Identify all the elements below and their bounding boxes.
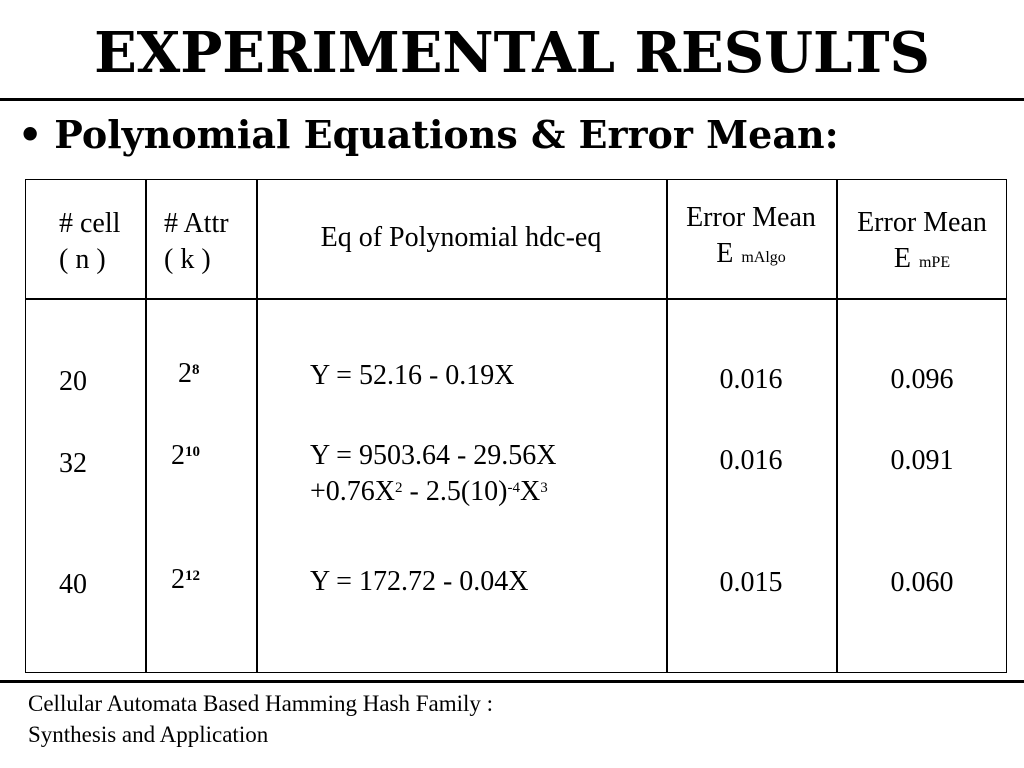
header-equation: Eq of Polynomial hdc-eq (320, 222, 602, 253)
row2-equation (310, 438, 557, 510)
slide-title: EXPERIMENTAL RESULTS (94, 20, 930, 86)
header-error-pe-line2 (837, 241, 1007, 281)
row2-equation-line2 (310, 474, 557, 510)
row3-attr-exponent: 12 (185, 568, 200, 584)
row2-eq-term-c: X (520, 476, 541, 507)
row1-attr-count (178, 356, 200, 392)
row2-eq-term-c-exp: 3 (540, 480, 548, 496)
row2-eq-term-a: +0.76X (310, 476, 396, 507)
row2-error-pe: 0.091 (890, 445, 954, 476)
results-table (25, 179, 1007, 673)
header-cell-line1: # cell (59, 208, 121, 239)
header-attr-line1: # Attr (164, 208, 229, 239)
column-divider (145, 180, 147, 672)
row3-equation: Y = 172.72 - 0.04X (310, 566, 529, 597)
row2-error-algo: 0.016 (719, 445, 783, 476)
row3-attr-count (171, 562, 200, 598)
row2-cell-count: 32 (59, 448, 87, 479)
header-cell-line2: ( n ) (59, 244, 106, 275)
bullet-dot: • (18, 112, 43, 157)
row2-eq-term-a-exp: 2 (395, 480, 403, 496)
header-error-algo-symbol: E (716, 238, 734, 269)
row2-eq-term-b: - 2.5(10) (402, 476, 508, 507)
row1-attr-exponent: 8 (192, 362, 200, 378)
header-error-algo-line1: Error Mean (686, 202, 816, 233)
footer-line1: Cellular Automata Based Hamming Hash Family : (28, 691, 494, 716)
row1-attr-base: 2 (178, 358, 192, 389)
header-error-algo-subscript: mAlgo (741, 249, 786, 266)
row1-equation: Y = 52.16 - 0.19X (310, 360, 515, 391)
row3-attr-base: 2 (171, 564, 185, 595)
title-divider (0, 98, 1024, 101)
bullet-heading (18, 112, 839, 158)
header-error-pe-subscript: mPE (918, 254, 951, 271)
row3-error-pe: 0.060 (890, 567, 954, 598)
bullet-text: Polynomial Equations & Error Mean: (54, 112, 839, 157)
header-error-pe-line1: Error Mean (857, 207, 987, 238)
footer (28, 688, 493, 750)
header-attr-count (164, 206, 229, 278)
header-cell-count (59, 206, 120, 278)
footer-line2: Synthesis and Application (28, 722, 269, 747)
row1-cell-count: 20 (59, 366, 87, 397)
header-error-mean-algo (667, 200, 835, 276)
header-attr-line2: ( k ) (164, 244, 211, 275)
header-error-pe-symbol: E (893, 243, 911, 274)
header-error-algo-line2 (667, 236, 835, 276)
row2-attr-base: 2 (171, 440, 185, 471)
row2-eq-term-b-exp: -4 (507, 480, 520, 496)
header-error-mean-pe (837, 205, 1007, 281)
row1-error-algo: 0.016 (719, 364, 783, 395)
row1-error-pe: 0.096 (890, 364, 954, 395)
row3-error-algo: 0.015 (719, 567, 783, 598)
row2-equation-line1: Y = 9503.64 - 29.56X (310, 440, 557, 471)
header-divider (26, 298, 1006, 300)
row2-attr-exponent: 10 (185, 444, 200, 460)
row3-cell-count: 40 (59, 569, 87, 600)
row2-attr-count (171, 438, 200, 474)
footer-divider (0, 680, 1024, 683)
